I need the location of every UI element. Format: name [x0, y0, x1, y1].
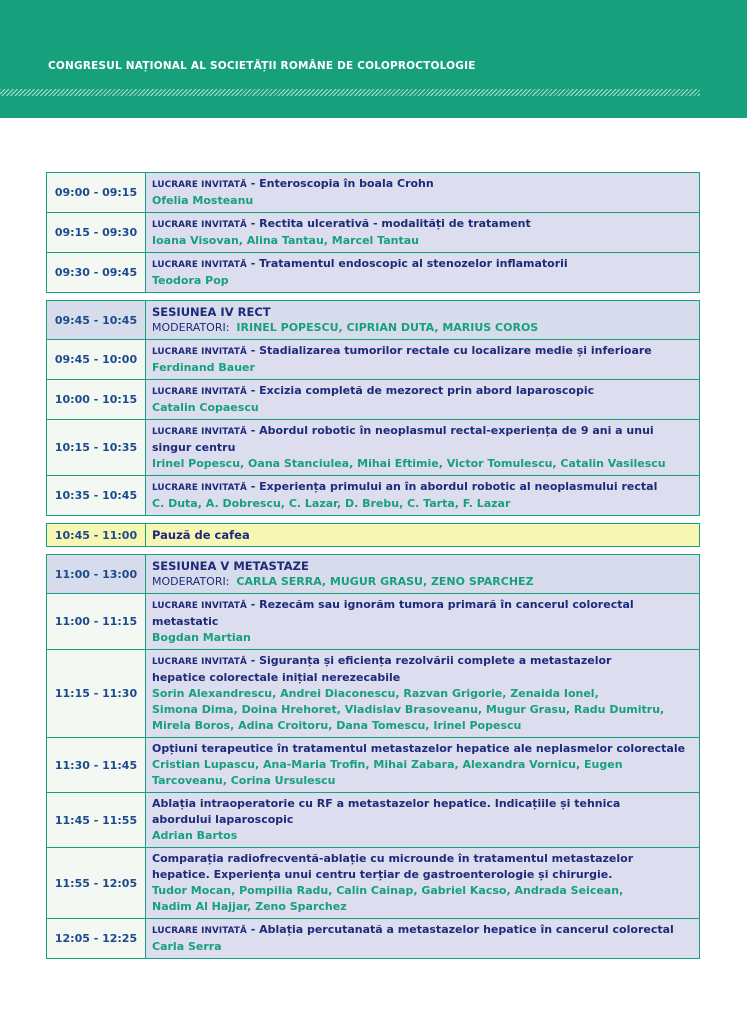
talk-authors: Bogdan Martian	[152, 631, 251, 644]
talk-content	[146, 919, 699, 958]
time-slot: 10:00 - 10:15	[47, 380, 146, 419]
moderators-label: MODERATORI:	[152, 575, 230, 588]
talk-title: Ablația intraoperatorie cu RF a metastazelor hepatice. Indicațiile și tehnica	[152, 797, 621, 810]
program-row	[47, 339, 699, 379]
header-band	[0, 0, 747, 118]
talk-content	[146, 340, 699, 379]
talk-title: - Excizia completă de mezorect prin abord laparoscopic	[246, 384, 595, 397]
talk-content	[146, 476, 699, 515]
program-group	[46, 300, 700, 516]
coffee-break-label: Pauză de cafea	[146, 524, 699, 546]
program-row	[47, 593, 699, 649]
coffee-break-row	[47, 524, 699, 546]
invited-label: LUCRARE INVITATĂ	[152, 657, 247, 667]
moderators-names: CARLA SERRA, MUGUR GRASU, ZENO SPARCHEZ	[236, 575, 534, 588]
program-row	[47, 847, 699, 918]
time-slot: 11:15 - 11:30	[47, 650, 146, 737]
session-header-row	[47, 301, 699, 339]
invited-label: LUCRARE INVITATĂ	[152, 347, 247, 357]
talk-authors: Adrian Bartos	[152, 829, 238, 842]
moderators-names: IRINEL POPESCU, CIPRIAN DUTA, MARIUS COROS	[236, 321, 539, 334]
invited-label: LUCRARE INVITATĂ	[152, 387, 247, 397]
talk-content	[146, 253, 699, 292]
talk-authors-continued: Mirela Boros, Adina Croitoru, Dana Tomescu, Irinel Popescu	[152, 719, 522, 732]
time-slot: 09:45 - 10:00	[47, 340, 146, 379]
talk-authors: Ioana Visovan, Alina Tantau, Marcel Tantau	[152, 234, 420, 247]
talk-authors: Cristian Lupascu, Ana-Maria Trofin, Mihai Zabara, Alexandra Vornicu, Eugen	[152, 758, 623, 771]
invited-label: LUCRARE INVITATĂ	[152, 427, 247, 437]
talk-title: - Ablația percutanată a metastazelor hepatice în cancerul colorectal	[246, 923, 674, 936]
talk-title-continued: abordului laparoscopic	[152, 813, 294, 826]
talk-title-continued: hepatice. Experiența unui centru terțiar de gastroenterologie și chirurgie.	[152, 868, 613, 881]
talk-authors: C. Duta, A. Dobrescu, C. Lazar, D. Brebu, C. Tarta, F. Lazar	[152, 497, 511, 510]
program-row	[47, 918, 699, 958]
talk-content	[146, 738, 699, 792]
talk-authors: Irinel Popescu, Oana Stanciulea, Mihai Eftimie, Victor Tomulescu, Catalin Vasilescu	[152, 457, 666, 470]
talk-authors: Teodora Pop	[152, 274, 229, 287]
invited-label: LUCRARE INVITATĂ	[152, 601, 247, 611]
program-row	[47, 419, 699, 475]
program-row	[47, 792, 699, 847]
talk-title-continued: metastatic	[152, 615, 219, 628]
talk-title: - Enteroscopia în boala Crohn	[246, 177, 434, 190]
session-title: SESIUNEA V METASTAZE	[152, 559, 309, 573]
time-slot: 09:00 - 09:15	[47, 173, 146, 212]
talk-title-continued: hepatice colorectale inițial nerezecabile	[152, 671, 401, 684]
talk-authors: Ferdinand Bauer	[152, 361, 255, 374]
session-content	[146, 301, 699, 339]
time-slot: 11:55 - 12:05	[47, 848, 146, 918]
talk-authors-continued: Tarcoveanu, Corina Ursulescu	[152, 774, 336, 787]
talk-content	[146, 594, 699, 649]
talk-authors: Carla Serra	[152, 940, 222, 953]
talk-content	[146, 793, 699, 847]
talk-authors: Ofelia Mosteanu	[152, 194, 254, 207]
moderators-label: MODERATORI:	[152, 321, 230, 334]
program-row	[47, 475, 699, 515]
header-hatch-divider	[0, 89, 700, 96]
time-slot: 11:00 - 13:00	[47, 555, 146, 593]
talk-authors-continued: Nadim Al Hajjar, Zeno Sparchez	[152, 900, 347, 913]
talk-title: - Abordul robotic în neoplasmul rectal-experiența de 9 ani a unui	[246, 424, 654, 437]
program-row	[47, 737, 699, 792]
invited-label: LUCRARE INVITATĂ	[152, 220, 247, 230]
program-table	[46, 172, 700, 966]
talk-authors: Sorin Alexandrescu, Andrei Diaconescu, Razvan Grigorie, Zenaida Ionel,	[152, 687, 599, 700]
time-slot: 10:35 - 10:45	[47, 476, 146, 515]
time-slot: 11:00 - 11:15	[47, 594, 146, 649]
session-title: SESIUNEA IV RECT	[152, 305, 271, 319]
program-row	[47, 379, 699, 419]
program-group	[46, 172, 700, 293]
time-slot: 09:30 - 09:45	[47, 253, 146, 292]
talk-title: - Rectita ulcerativă - modalități de tratament	[246, 217, 531, 230]
time-slot: 10:15 - 10:35	[47, 420, 146, 475]
talk-content	[146, 848, 699, 918]
talk-content	[146, 380, 699, 419]
talk-content	[146, 213, 699, 252]
time-slot: 12:05 - 12:25	[47, 919, 146, 958]
talk-title: Opțiuni terapeutice în tratamentul metastazelor hepatice ale neplasmelor colorectale	[152, 742, 686, 755]
time-slot: 11:45 - 11:55	[47, 793, 146, 847]
talk-title: - Siguranța și eficiența rezolvării complete a metastazelor	[246, 654, 612, 667]
program-group	[46, 523, 700, 547]
talk-authors-continued: Simona Dima, Doina Hrehoret, Vladislav Brasoveanu, Mugur Grasu, Radu Dumitru,	[152, 703, 665, 716]
session-header-row	[47, 555, 699, 593]
invited-label: LUCRARE INVITATĂ	[152, 483, 247, 493]
talk-content	[146, 420, 699, 475]
program-row	[47, 649, 699, 737]
talk-title: - Stadializarea tumorilor rectale cu localizare medie și inferioare	[246, 344, 652, 357]
time-slot: 09:15 - 09:30	[47, 213, 146, 252]
talk-content	[146, 173, 699, 212]
program-row	[47, 173, 699, 212]
time-slot: 09:45 - 10:45	[47, 301, 146, 339]
program-row	[47, 212, 699, 252]
program-group	[46, 554, 700, 959]
talk-content	[146, 650, 699, 737]
session-content	[146, 555, 699, 593]
time-slot: 10:45 - 11:00	[47, 524, 146, 546]
invited-label: LUCRARE INVITATĂ	[152, 926, 247, 936]
talk-title-continued: singur centru	[152, 441, 236, 454]
invited-label: LUCRARE INVITATĂ	[152, 180, 247, 190]
invited-label: LUCRARE INVITATĂ	[152, 260, 247, 270]
talk-title: Comparația radiofrecventă-ablație cu microunde în tratamentul metastazelor	[152, 852, 634, 865]
talk-title: - Experiența primului an în abordul robotic al neoplasmului rectal	[246, 480, 658, 493]
time-slot: 11:30 - 11:45	[47, 738, 146, 792]
program-row	[47, 252, 699, 292]
talk-title: - Rezecăm sau ignorăm tumora primară în cancerul colorectal	[246, 598, 634, 611]
talk-title: - Tratamentul endoscopic al stenozelor inflamatorii	[246, 257, 568, 270]
page-header-title: CONGRESUL NAȚIONAL AL SOCIETĂȚII ROMÂNE DE COLOPROCTOLOGIE	[48, 60, 476, 72]
talk-authors: Tudor Mocan, Pompilia Radu, Calin Cainap, Gabriel Kacso, Andrada Seicean,	[152, 884, 624, 897]
talk-authors: Catalin Copaescu	[152, 401, 259, 414]
